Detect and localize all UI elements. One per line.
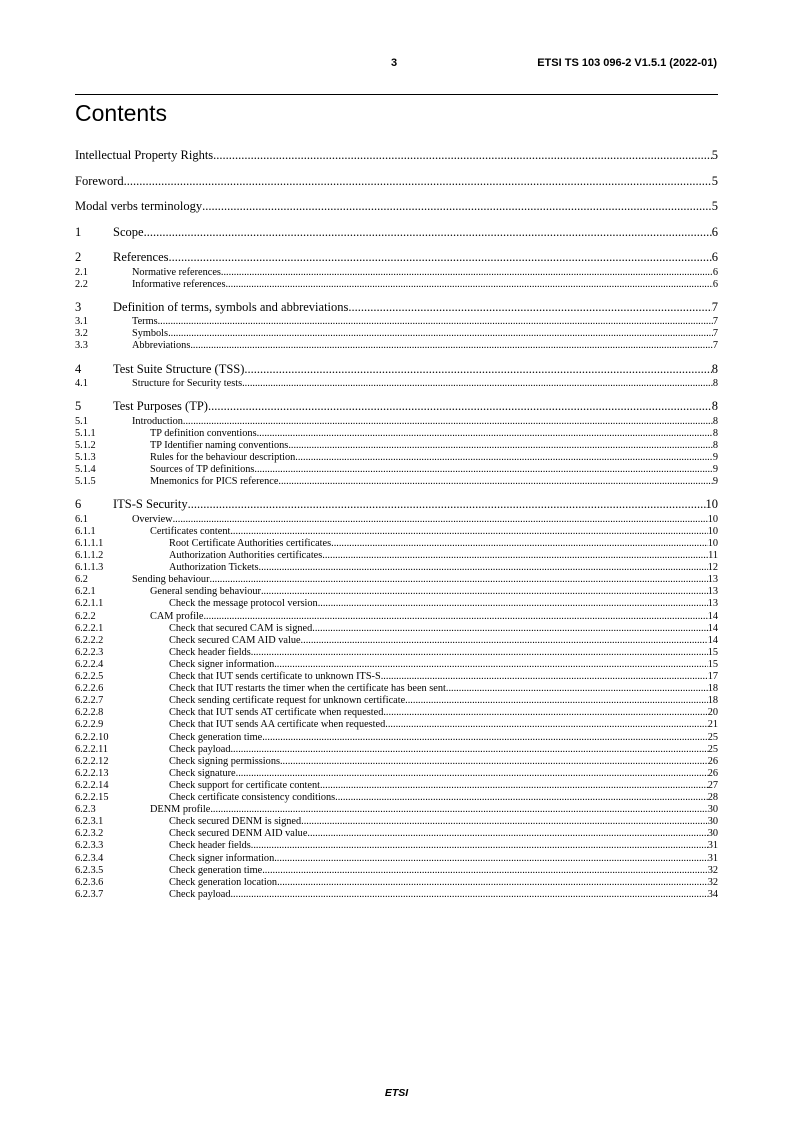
toc-entry[interactable] <box>75 732 718 744</box>
toc-entry-title: Check signer information <box>169 658 275 670</box>
toc-entry-number: 5.1.5 <box>75 476 96 488</box>
toc-leader-dots <box>288 440 713 451</box>
toc-entry[interactable] <box>75 840 718 852</box>
toc-entry[interactable] <box>75 889 718 901</box>
toc-entry[interactable] <box>75 744 718 756</box>
toc-entry-title: Intellectual Property Rights <box>75 148 214 162</box>
toc-entry[interactable] <box>75 853 718 865</box>
toc-entry-title: Root Certificate Authorities certificates <box>169 537 332 549</box>
page-title: Contents <box>75 100 168 126</box>
toc-entry-number: 1 <box>75 224 82 239</box>
toc-entry[interactable] <box>75 659 718 671</box>
toc-entry-title: Check secured DENM is signed <box>169 816 302 828</box>
toc-entry-number: 6.2.3 <box>75 804 96 816</box>
toc-entry-page: 9 <box>712 464 718 475</box>
toc-leader-dots <box>158 316 713 327</box>
toc-entry[interactable] <box>75 340 718 352</box>
toc-entry-number: 6.2.3.6 <box>75 876 104 888</box>
toc-leader-dots <box>312 623 707 634</box>
toc-leader-dots <box>251 840 708 851</box>
toc-entry[interactable] <box>75 497 718 513</box>
toc-entry-page: 14 <box>707 622 718 634</box>
toc-entry-number: 6.2.3.4 <box>75 852 104 864</box>
toc-entry[interactable] <box>75 562 718 574</box>
toc-entry[interactable] <box>75 174 718 190</box>
toc-leader-dots <box>320 780 708 791</box>
toc-leader-dots <box>173 514 708 525</box>
toc-entry-number: 6.2.3.5 <box>75 864 104 876</box>
toc-leader-dots <box>262 865 707 876</box>
toc-entry-title: Test Purposes (TP) <box>113 399 208 414</box>
toc-entry-title: Check certificate consistency conditions <box>169 792 336 803</box>
toc-entry-page: 10 <box>707 537 718 549</box>
toc-entry[interactable] <box>75 623 718 635</box>
toc-entry[interactable] <box>75 877 718 889</box>
toc-entry-page: 15 <box>707 646 718 658</box>
toc-leader-dots <box>225 279 712 290</box>
toc-entry-page: 34 <box>707 888 718 900</box>
toc-entry-page: 7 <box>712 316 718 328</box>
toc-leader-dots <box>262 732 707 743</box>
toc-entry[interactable] <box>75 199 718 215</box>
toc-entry-title: TP Identifier naming conventions <box>150 439 289 451</box>
toc-entry-page: 6 <box>712 278 718 290</box>
toc-entry-title: Mnemonics for PICS reference <box>150 476 279 488</box>
toc-leader-dots <box>254 464 712 475</box>
toc-entry[interactable] <box>75 225 718 241</box>
toc-entry-page: 30 <box>707 828 718 840</box>
toc-entry-title: TP definition conventions <box>150 427 257 439</box>
toc-entry-title: Certificates content <box>150 525 231 537</box>
toc-entry-page: 7 <box>712 340 718 352</box>
toc-entry[interactable] <box>75 768 718 780</box>
toc-entry-title: Check that secured CAM is signed <box>169 622 313 634</box>
toc-entry-title: Check header fields <box>169 646 251 658</box>
toc-entry-number: 6.2.3.7 <box>75 888 104 900</box>
toc-entry-page: 32 <box>707 876 718 888</box>
toc-entry-page: 6 <box>711 224 718 239</box>
toc-entry[interactable] <box>75 148 718 164</box>
toc-entry[interactable] <box>75 464 718 476</box>
toc-entry-number: 6.2.1.1 <box>75 598 104 610</box>
toc-entry-page: 9 <box>712 451 718 463</box>
toc-entry-title: Scope <box>113 224 144 239</box>
toc-entry-title: Check payload <box>169 743 231 755</box>
toc-entry-page: 13 <box>707 574 718 586</box>
toc-entry-title: Definition of terms, symbols and abbreviations <box>113 299 349 314</box>
toc-entry-page: 30 <box>707 816 718 828</box>
toc-leader-dots <box>188 497 706 512</box>
toc-entry[interactable] <box>75 586 718 598</box>
toc-leader-dots <box>278 476 712 487</box>
toc-entry[interactable] <box>75 250 718 266</box>
toc-entry-number: 6.2.2.2 <box>75 634 104 646</box>
toc-leader-dots <box>274 853 707 864</box>
toc-entry-title: Modal verbs terminology <box>75 199 203 213</box>
toc-entry-page: 13 <box>707 586 718 598</box>
toc-entry-title: Rules for the behaviour description <box>150 451 296 463</box>
toc-entry-number: 2.1 <box>75 266 88 278</box>
toc-entry-number: 2.2 <box>75 278 88 290</box>
toc-entry-page: 15 <box>707 658 718 670</box>
toc-entry-page: 5 <box>711 148 718 162</box>
toc-entry-title: Sending behaviour <box>132 574 210 586</box>
toc-entry-title: Authorization Tickets <box>169 562 259 574</box>
toc-leader-dots <box>144 225 712 240</box>
toc-entry-number: 5.1.2 <box>75 439 96 451</box>
toc-entry-page: 9 <box>712 476 718 488</box>
toc-entry-page: 14 <box>707 610 718 622</box>
toc-entry-page: 18 <box>707 683 718 695</box>
toc-leader-dots <box>124 174 712 189</box>
toc-leader-dots <box>190 340 713 351</box>
toc-leader-dots <box>405 695 708 706</box>
toc-entry-title: Normative references <box>132 266 221 278</box>
toc-entry[interactable] <box>75 611 718 623</box>
toc-entry-title: References <box>113 250 169 264</box>
toc-entry-number: 6.2.2.15 <box>75 792 109 803</box>
toc-entry-page: 25 <box>707 743 718 755</box>
toc-entry-title: Informative references <box>132 278 226 290</box>
toc-entry-number: 6.2.2.5 <box>75 671 104 682</box>
toc-entry-number: 5.1.1 <box>75 427 96 439</box>
header-rule <box>75 94 718 95</box>
toc-leader-dots <box>383 707 707 718</box>
toc-entry-title: DENM profile <box>150 804 211 816</box>
toc-entry-number: 5.1.4 <box>75 464 96 475</box>
toc-entry-page: 6 <box>711 250 718 264</box>
toc-entry-number: 6.2.2.3 <box>75 646 104 658</box>
toc-entry[interactable] <box>75 476 718 488</box>
toc-entry-page: 26 <box>707 755 718 767</box>
toc-entry-title: Check that IUT sends AT certificate when requested <box>169 707 384 719</box>
toc-leader-dots <box>210 574 708 585</box>
toc-entry-page: 28 <box>707 792 718 803</box>
toc-entry-number: 6.2.3.3 <box>75 840 104 852</box>
toc-entry-number: 6.2.1 <box>75 586 96 598</box>
toc-entry-title: Introduction <box>132 415 183 427</box>
toc-entry-title: Abbreviations <box>132 340 191 352</box>
toc-entry-page: 10 <box>707 513 718 525</box>
toc-entry[interactable] <box>75 671 718 683</box>
toc-entry-number: 6.2.2.6 <box>75 683 104 695</box>
toc-entry-number: 6.1.1.2 <box>75 550 104 561</box>
toc-entry-number: 6.2 <box>75 574 88 586</box>
toc-entry-number: 6.2.3.2 <box>75 828 104 840</box>
toc-entry-page: 27 <box>707 779 718 791</box>
toc-leader-dots <box>202 199 712 214</box>
toc-entry[interactable] <box>75 804 718 816</box>
toc-leader-dots <box>381 671 708 682</box>
toc-entry-page: 32 <box>707 864 718 876</box>
footer-etsi: ETSI <box>384 1087 409 1099</box>
toc-entry-title: Check secured CAM AID value <box>169 634 301 646</box>
toc-leader-dots <box>331 538 708 549</box>
toc-leader-dots <box>208 399 712 414</box>
toc-entry-page: 26 <box>707 767 718 779</box>
toc-entry[interactable] <box>75 300 718 316</box>
toc-entry-title: Structure for Security tests <box>132 378 243 389</box>
document-id: ETSI TS 103 096-2 V1.5.1 (2022-01) <box>537 57 717 69</box>
toc-leader-dots <box>446 683 708 694</box>
toc-entry[interactable] <box>75 647 718 659</box>
toc-entry[interactable] <box>75 816 718 828</box>
toc-entry-number: 5.1 <box>75 415 88 427</box>
toc-entry-title: Foreword <box>75 173 124 188</box>
toc-entry-title: Check generation location <box>169 876 278 888</box>
toc-entry-title: CAM profile <box>150 610 204 622</box>
toc-entry-page: 31 <box>707 852 718 864</box>
toc-entry[interactable] <box>75 756 718 768</box>
toc-entry-page: 7 <box>712 328 718 340</box>
toc-entry[interactable] <box>75 378 718 390</box>
toc-entry-title: Check that IUT restarts the timer when the certificate has been sent <box>169 683 446 695</box>
toc-leader-dots <box>230 744 707 755</box>
toc-entry-number: 6.2.2.4 <box>75 658 104 670</box>
toc-entry-title: Check generation time <box>169 864 263 876</box>
toc-entry-title: Overview <box>132 513 173 525</box>
toc-leader-dots <box>301 816 708 827</box>
toc-entry[interactable] <box>75 792 718 804</box>
toc-entry-number: 6 <box>75 497 82 512</box>
toc-leader-dots <box>259 562 708 573</box>
toc-entry-title: Check signing permissions <box>169 755 280 767</box>
toc-entry-page: 12 <box>707 562 718 574</box>
toc-entry[interactable] <box>75 707 718 719</box>
toc-entry-number: 5 <box>75 399 82 414</box>
toc-entry-page: 5 <box>711 173 718 188</box>
toc-entry[interactable] <box>75 828 718 840</box>
toc-entry-number: 5.1.3 <box>75 451 96 463</box>
toc-leader-dots <box>203 611 707 622</box>
toc-entry-number: 6.2.2.1 <box>75 622 104 634</box>
toc-entry[interactable] <box>75 416 718 428</box>
toc-leader-dots <box>307 828 707 839</box>
toc-leader-dots <box>168 328 713 339</box>
toc-entry-page: 25 <box>707 731 718 743</box>
toc-leader-dots <box>236 768 708 779</box>
toc-entry-title: Check secured DENM AID value <box>169 828 308 840</box>
toc-entry[interactable] <box>75 452 718 464</box>
toc-entry-number: 6.2.2.14 <box>75 779 109 791</box>
toc-entry-number: 6.2.2.12 <box>75 755 109 767</box>
toc-entry-page: 8 <box>712 415 718 427</box>
toc-entry[interactable] <box>75 526 718 538</box>
toc-entry[interactable] <box>75 683 718 695</box>
toc-entry-title: Check signer information <box>169 852 275 864</box>
toc-entry-number: 6.2.2.13 <box>75 767 109 779</box>
toc-leader-dots <box>335 792 708 803</box>
toc-entry-title: ITS-S Security <box>113 497 188 512</box>
toc-leader-dots <box>251 647 708 658</box>
toc-entry[interactable] <box>75 574 718 586</box>
toc-entry-number: 6.2.2.11 <box>75 743 109 755</box>
toc-entry[interactable] <box>75 598 718 610</box>
toc-entry-number: 6.2.3.1 <box>75 816 104 828</box>
toc-entry-title: Authorization Authorities certificates <box>169 550 323 561</box>
toc-leader-dots <box>230 526 707 537</box>
toc-entry-number: 6.1.1.3 <box>75 562 104 574</box>
toc-leader-dots <box>322 550 708 561</box>
toc-entry-title: Check signature <box>169 767 236 779</box>
toc-leader-dots <box>183 416 713 427</box>
toc-entry[interactable] <box>75 440 718 452</box>
toc-entry-title: Check header fields <box>169 840 251 852</box>
toc-entry-page: 8 <box>711 361 718 376</box>
toc-entry-title: Check sending certificate request for unknown certificate <box>169 695 406 707</box>
toc-leader-dots <box>242 378 713 389</box>
toc-entry-title: Check generation time <box>169 731 263 743</box>
toc-entry-title: Sources of TP definitions <box>150 464 255 475</box>
toc-entry-page: 30 <box>707 804 718 816</box>
toc-entry-page: 6 <box>712 266 718 278</box>
toc-leader-dots <box>221 267 713 278</box>
toc-entry-page: 21 <box>707 719 718 731</box>
toc-entry-number: 6.1.1 <box>75 525 96 537</box>
toc-entry-number: 6.1.1.1 <box>75 537 104 549</box>
toc-entry-page: 7 <box>711 299 718 314</box>
toc-entry-page: 17 <box>707 671 718 682</box>
toc-entry-number: 6.2.2.7 <box>75 695 104 707</box>
toc-leader-dots <box>385 719 707 730</box>
toc-entry[interactable] <box>75 362 718 378</box>
toc-entry-page: 20 <box>707 707 718 719</box>
toc-entry[interactable] <box>75 316 718 328</box>
toc-entry-title: General sending behaviour <box>150 586 261 598</box>
toc-entry[interactable] <box>75 267 718 279</box>
toc-entry-page: 8 <box>712 439 718 451</box>
toc-entry[interactable] <box>75 328 718 340</box>
toc-leader-dots <box>280 756 708 767</box>
toc-leader-dots <box>169 250 712 265</box>
toc-entry-number: 6.2.2.10 <box>75 731 109 743</box>
toc-entry-page: 10 <box>707 525 718 537</box>
toc-entry-title: Check that IUT sends AA certificate when requested <box>169 719 386 731</box>
toc-entry-page: 8 <box>712 378 718 389</box>
toc-entry-title: Check payload <box>169 888 231 900</box>
toc-entry-title: Check that IUT sends certificate to unknown ITS-S <box>169 671 381 682</box>
toc-leader-dots <box>318 598 708 609</box>
toc-entry[interactable] <box>75 780 718 792</box>
toc-entry[interactable] <box>75 865 718 877</box>
toc-entry-number: 6.1 <box>75 513 88 525</box>
toc-entry-number: 3 <box>75 299 82 314</box>
toc-entry-number: 3.1 <box>75 316 88 328</box>
toc-entry[interactable] <box>75 279 718 291</box>
toc-entry-page: 8 <box>711 399 718 414</box>
page-number: 3 <box>391 57 398 69</box>
toc-leader-dots <box>277 877 708 888</box>
toc-entry-title: Symbols <box>132 328 169 340</box>
toc-leader-dots <box>348 300 711 315</box>
toc-entry-number: 4 <box>75 361 82 376</box>
toc-entry-number: 3.3 <box>75 340 88 352</box>
toc-entry-page: 13 <box>707 598 718 610</box>
toc-entry-number: 6.2.2.9 <box>75 719 104 731</box>
toc-entry[interactable] <box>75 635 718 647</box>
toc-entry-number: 4.1 <box>75 378 88 389</box>
toc-leader-dots <box>244 362 711 377</box>
toc-entry-number: 2 <box>75 250 82 264</box>
toc-leader-dots <box>257 428 713 439</box>
toc-leader-dots <box>301 635 708 646</box>
toc-entry-page: 5 <box>711 199 718 213</box>
toc-entry-page: 31 <box>707 840 718 852</box>
toc-entry-page: 18 <box>707 695 718 707</box>
toc-leader-dots <box>274 659 707 670</box>
toc-leader-dots <box>210 804 707 815</box>
toc-entry-title: Check support for certificate content <box>169 779 320 791</box>
toc-entry-page: 14 <box>707 634 718 646</box>
toc-entry[interactable] <box>75 514 718 526</box>
toc-leader-dots <box>295 452 713 463</box>
toc-entry-page: 8 <box>712 427 718 439</box>
toc-entry-number: 6.2.2 <box>75 610 96 622</box>
toc-entry[interactable] <box>75 428 718 440</box>
toc-entry-number: 6.2.2.8 <box>75 707 104 719</box>
toc-leader-dots <box>261 586 708 597</box>
toc-entry[interactable] <box>75 719 718 731</box>
toc-entry-page: 11 <box>708 550 718 561</box>
toc-entry-title: Terms <box>132 316 158 328</box>
toc-entry[interactable] <box>75 538 718 550</box>
toc-leader-dots <box>230 889 707 900</box>
toc-entry[interactable] <box>75 550 718 562</box>
toc-entry-title: Test Suite Structure (TSS) <box>113 361 245 376</box>
toc-entry[interactable] <box>75 695 718 707</box>
toc-leader-dots <box>213 148 712 163</box>
toc-entry-title: Check the message protocol version <box>169 598 318 610</box>
toc-entry-page: 10 <box>705 497 718 512</box>
toc-entry[interactable] <box>75 399 718 415</box>
toc-entry-number: 3.2 <box>75 328 88 340</box>
